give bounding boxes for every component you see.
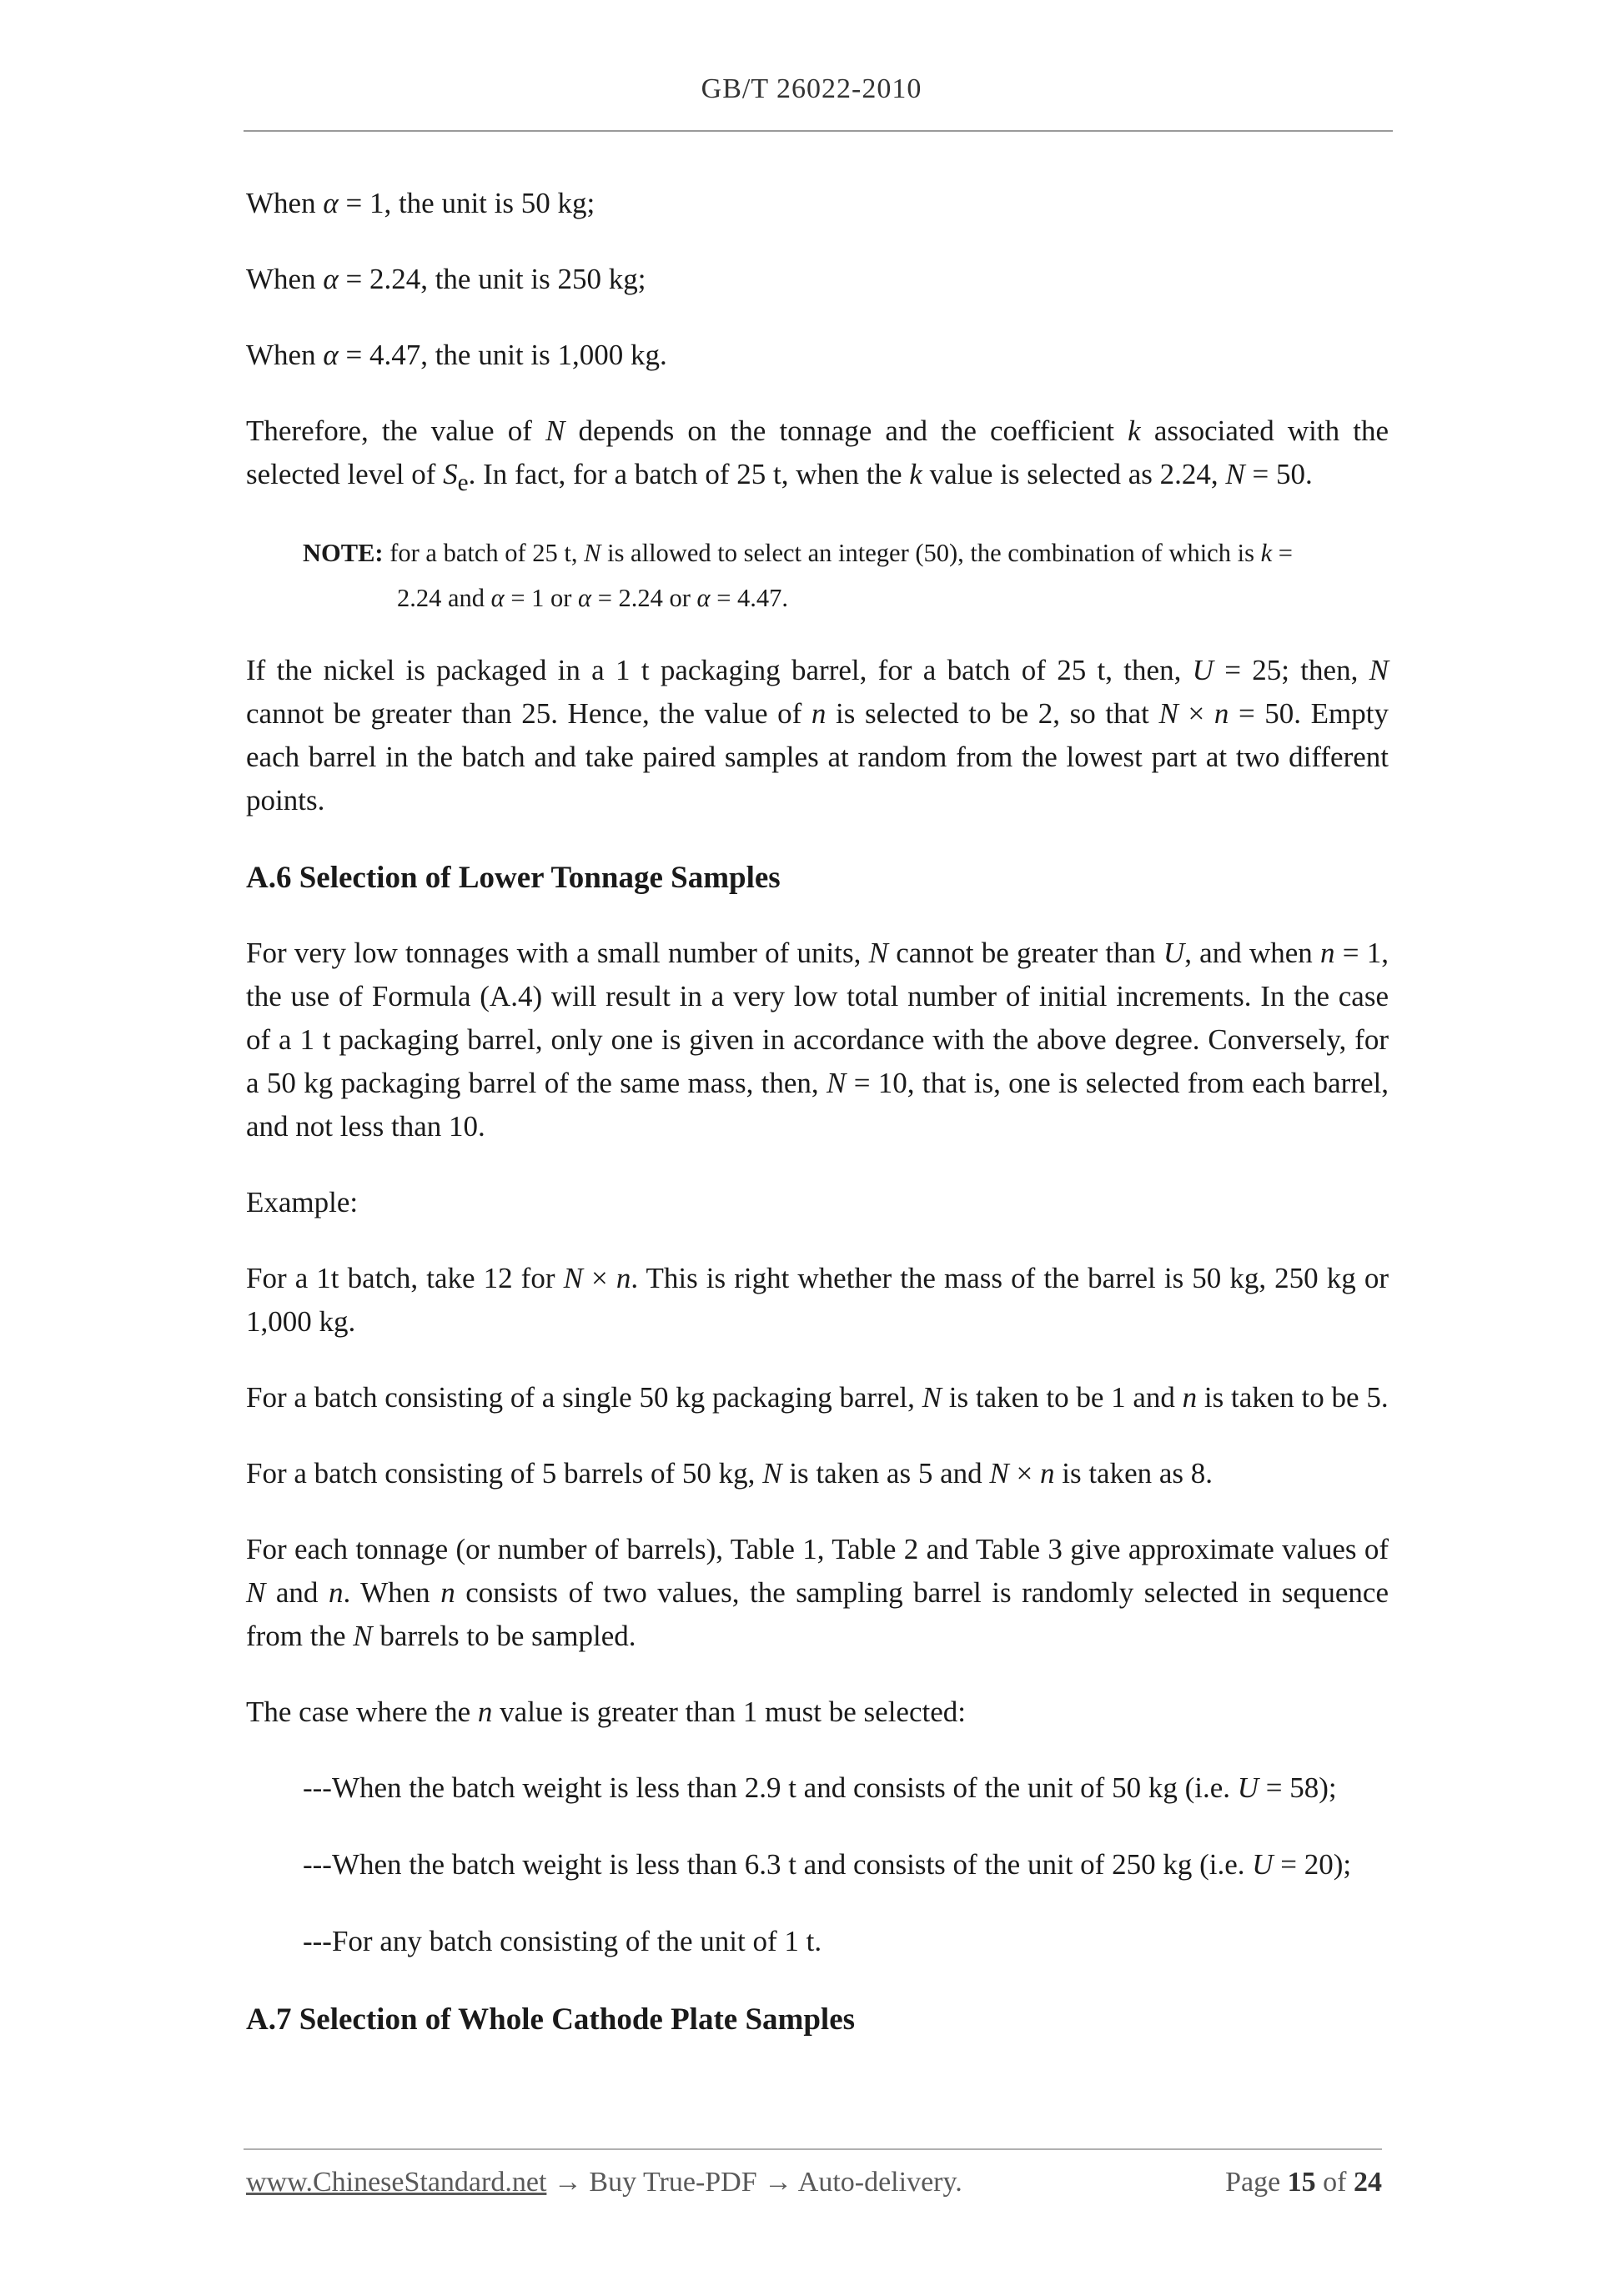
paragraph-alpha-3: When α = 4.47, the unit is 1,000 kg. bbox=[246, 339, 667, 371]
paragraph-low-tonnage: For very low tonnages with a small number of units, N cannot be greater than U, and when n = 1, the use of Formula (A.4) will result in a very low total number of initial increments. In the case of a 1 t packaging barrel, only one is given in accordance with the above degree. Conversely, for a 50 kg packaging barrel of the same mass, then, N = 10, that is, one is selected from each barrel, and not less than 10. bbox=[246, 937, 1389, 1143]
standard-id: GB/T 26022-2010 bbox=[701, 73, 922, 104]
footer-divider bbox=[244, 2148, 1382, 2150]
paragraph-each-tonnage: For each tonnage (or number of barrels), Table 1, Table 2 and Table 3 give approximate values of N and n. When n consists of two values, the sampling barrel is randomly selected in sequence from the N barrels to be sampled. bbox=[246, 1533, 1389, 1652]
page-header bbox=[0, 73, 1623, 105]
site-link[interactable]: www.ChineseStandard.net bbox=[246, 2167, 547, 2198]
arrow-icon: → bbox=[756, 2167, 798, 2198]
buy-pdf-text: Buy True-PDF bbox=[589, 2167, 757, 2198]
footer-links bbox=[246, 2167, 962, 2198]
section-heading-a6: A.6 Selection of Lower Tonnage Samples bbox=[246, 861, 781, 895]
paragraph-example-2: For a batch consisting of a single 50 kg packaging barrel, N is taken to be 1 and n is taken to be 5. bbox=[246, 1381, 1389, 1414]
paragraph-example-1: For a 1t batch, take 12 for N × n. This is right whether the mass of the barrel is 50 kg, 250 kg or 1,000 kg. bbox=[246, 1262, 1389, 1338]
auto-delivery-text: Auto-delivery. bbox=[797, 2167, 962, 2198]
list-item-dash-1: ---When the batch weight is less than 2.9 t and consists of the unit of 50 kg (i.e. U = 58); bbox=[303, 1771, 1337, 1804]
page-footer bbox=[246, 2167, 1382, 2198]
document-body bbox=[246, 182, 1389, 2073]
header-divider bbox=[244, 130, 1393, 132]
paragraph-therefore: Therefore, the value of N depends on the tonnage and the coefficient k associated with the selected level of $S_e$. In fact, for a batch of 25 t, when the k value is selected as 2.24, N = 50. bbox=[246, 414, 1389, 496]
paragraph-case: The case where the n value is greater than 1 must be selected: bbox=[246, 1696, 966, 1728]
paragraph-nickel: If the nickel is packaged in a 1 t packaging barrel, for a batch of 25 t, then, U = 25; then, N cannot be greater than 25. Hence, the value of n is selected to be 2, so that N × n = 50. Empty each barrel in the batch and take paired samples at random from the lowest part at two different points. bbox=[246, 654, 1389, 816]
paragraph-alpha-1: When α = 1, the unit is 50 kg; bbox=[246, 187, 595, 219]
page-number: Page 15 of 24 bbox=[1225, 2167, 1382, 2198]
note-label: NOTE: bbox=[303, 539, 384, 567]
list-item-dash-3: ---For any batch consisting of the unit of 1 t. bbox=[303, 1925, 822, 1957]
example-label: Example: bbox=[246, 1186, 359, 1218]
section-heading-a7: A.7 Selection of Whole Cathode Plate Samples bbox=[246, 2002, 856, 2037]
current-page: 15 bbox=[1287, 2167, 1316, 2198]
note-block: NOTE: for a batch of 25 t, N is allowed to select an integer (50), the combination of which is k = 2.24 and α = 1 or α = 2.24 or α = 4.47. bbox=[303, 530, 1389, 620]
paragraph-example-3: For a batch consisting of 5 barrels of 50 kg, N is taken as 5 and N × n is taken as 8. bbox=[246, 1457, 1213, 1490]
total-pages: 24 bbox=[1354, 2167, 1382, 2198]
paragraph-alpha-2: When α = 2.24, the unit is 250 kg; bbox=[246, 263, 646, 295]
arrow-icon: → bbox=[546, 2167, 590, 2198]
note-continuation: 2.24 and α = 1 or α = 2.24 or α = 4.47. bbox=[397, 584, 789, 612]
list-item-dash-2: ---When the batch weight is less than 6.3 t and consists of the unit of 250 kg (i.e. U = 20); bbox=[303, 1848, 1352, 1881]
